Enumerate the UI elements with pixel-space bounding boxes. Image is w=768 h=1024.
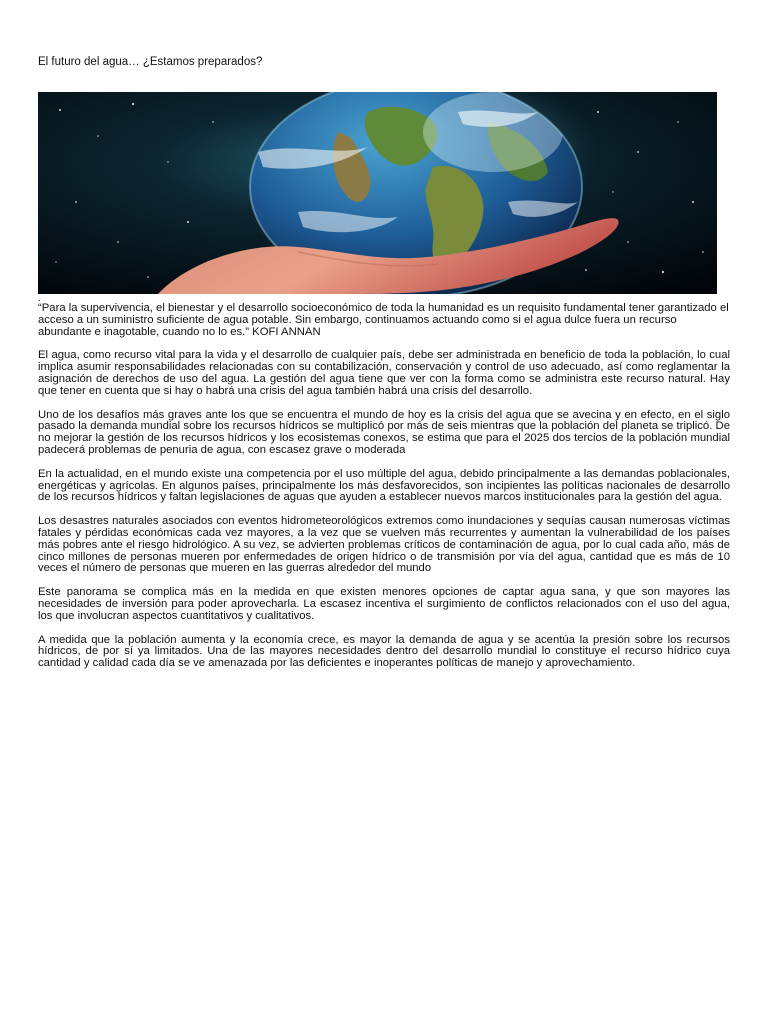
earth-in-hand-illustration xyxy=(38,92,717,294)
earth-in-hand-image xyxy=(38,92,717,294)
paragraph-5: Este panorama se complica más en la medida en que existen menores opciones de captar agua sana, y que son mayores las necesidades de inversión para poder aprovecharla. La escasez incentiva el surgimiento de conflictos relacionados con el uso del agua, los que involucran aspectos cuantitativos y cualitativos. xyxy=(38,586,730,622)
paragraph-3: En la actualidad, en el mundo existe una competencia por el uso múltiple del agua, debido principalmente a las demandas poblacionales, energéticas y agrícolas. En algunos países, principalmente los más desfavorecidos, son incipientes las políticas nacionales de desarrollo de los recursos hídricos y faltan legislaciones de aguas que ayuden a establecer nuevos marcos institucionales para la gestión del agua. xyxy=(38,467,730,504)
paragraph-2: Uno de los desafíos más graves ante los que se encuentra el mundo de hoy es la crisis del agua que se avecina y en efecto, en el siglo pasado la demanda mundial sobre los recursos hídricos se multiplicó por más de seis mientras que la población del planeta se triplicó. De no mejorar la gestión de los recursos hídricos y los ecosistemas conexos, se estima que para el 2025 dos tercios de la población mundial padecerá problemas de penuria de agua, con escasez grave o moderada xyxy=(38,408,730,456)
stray-dot: . xyxy=(38,293,41,304)
document-title: El futuro del agua… ¿Estamos preparados? xyxy=(38,56,263,68)
paragraph-1: El agua, como recurso vital para la vida y el desarrollo de cualquier país, debe ser administrada en beneficio de toda la población, lo cual implica asumir responsabilidades relacionadas con su contabilización, conservación y control de uso adecuado, así como reglamentar la asignación de derechos de uso del agua. La gestión del agua tiene que ver con la forma como se administra este recurso natural. Hay que tener en cuenta que si hay o habrá una crisis del agua también habrá una crisis del desarrollo. xyxy=(38,349,730,397)
kofi-annan-quote: “Para la supervivencia, el bienestar y el desarrollo socioeconómico de toda la humanidad es un requisito fundamental tener garantizado el acceso a un suministro suficiente de agua potable. Sin embargo, continuamos actuando como si el agua dulce fuera un recurso abundante e inagotable, cuando no lo es.” KOFI ANNAN xyxy=(38,302,729,338)
paragraph-6: A medida que la población aumenta y la economía crece, es mayor la demanda de agua y se acentúa la presión sobre los recursos hídricos, de por sí ya limitados. Una de las mayores necesidades dentro del desarrollo mundial lo constituye el recurso hídrico cuya cantidad y calidad cada día se ve amenazada por las deficientes e inoperantes políticas de manejo y aprovechamiento. xyxy=(38,633,730,670)
paragraph-4: Los desastres naturales asociados con eventos hidrometeorológicos extremos como inundaciones y sequías causan numerosas víctimas fatales y pérdidas económicas cada vez mayores, a la vez que se vuelven más recurrentes y aumentan la vulnerabilidad de los países más pobres ante el riesgo hidrológico. A su vez, se advierten problemas críticos de contaminación de agua, por lo cual cada año, más de cinco millones de personas mueren por enfermedades de origen hídrico o de transmisión por vía del agua, cantidad que es más de 10 veces el número de personas que mueren en las guerras alrededor del mundo xyxy=(38,515,730,575)
document-body xyxy=(38,294,730,682)
